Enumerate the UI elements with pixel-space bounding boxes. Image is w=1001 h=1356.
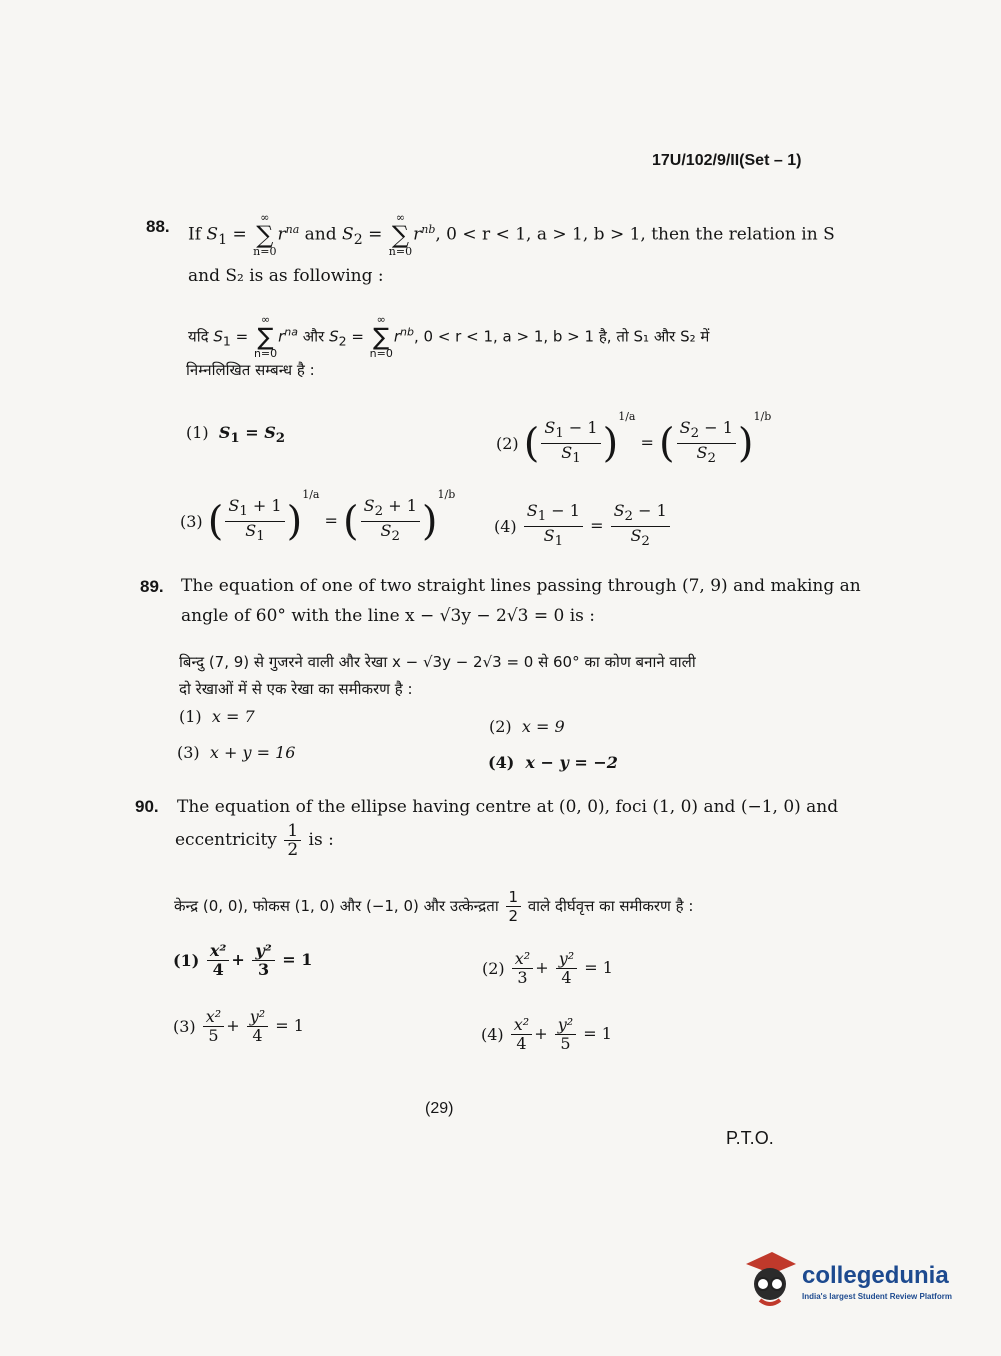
q90-english-line1: The equation of the ellipse having centre at (0, 0), foci (1, 0) and (−1, 0) and xyxy=(177,797,839,817)
q89-option-1[interactable]: (1) x = 7 xyxy=(179,707,255,726)
q88-hi-and: और xyxy=(302,327,325,346)
q89-option-2[interactable]: (2) x = 9 xyxy=(489,717,565,736)
q89-number: 89. xyxy=(140,577,164,596)
q88-english-line2: and S₂ is as following : xyxy=(188,266,384,286)
q88-and: and xyxy=(304,224,337,245)
q89-option-4[interactable]: (4) x − y = −2 xyxy=(488,753,618,772)
q88-option-2[interactable]: (2) ( $\frac{S_1 - 1}{S_1}$ )$^{1/a}$ = ( $\frac{S_2 - 1}{S_2}$ )$^{1/b}$ xyxy=(496,410,772,467)
q88-option-4[interactable]: (4) $\frac{S_1 - 1}{S_1}$ = $\frac{S_2 - 1}{S_2}$ xyxy=(494,502,672,551)
sum-symbol: ∞ ∑ n=0 xyxy=(253,211,277,258)
q90-hindi-line1: केन्द्र (0, 0), फोकस (1, 0) और (−1, 0) और उत्केन्द्रता $\frac{1}{2}$ वाले दीर्घवृत्त का समीकरण है : xyxy=(174,888,694,925)
sum-symbol: ∞ ∑ n=0 xyxy=(388,211,413,258)
q88-option-3[interactable]: (3) ( $\frac{S_1 + 1}{S_1}$ )$^{1/a}$ = ( $\frac{S_2 + 1}{S_2}$ )$^{1/b}$ xyxy=(180,488,456,545)
sum-symbol: ∞ ∑ n=0 xyxy=(369,313,393,360)
q90-option-1[interactable]: (1) $\frac{\text{x²}}{4}$ + $\frac{\text{y²}}{3}$ = 1 xyxy=(173,941,313,979)
brand-name: collegedunia xyxy=(802,1261,949,1289)
q90-option-3[interactable]: (3) $\frac{\text{x²}}{5}$ + $\frac{\text{y²}}{4}$ = 1 xyxy=(173,1007,304,1045)
q88-english-line1: If $S_1$ = ∞ ∑ n=0 $r^{na}$ and $S_2$ = ∞ ∑ n=0 $r^{nb}$, 0 < r < 1, a > 1, b > 1, then the relation in S xyxy=(188,211,835,258)
brand-tagline: India's largest Student Review Platform xyxy=(802,1291,952,1301)
q90-english-line2: eccentricity $\frac{1}{2}$ is : xyxy=(175,821,334,860)
q88-number: 88. xyxy=(146,217,170,236)
q90-option-2[interactable]: (2) $\frac{\text{x²}}{3}$ + $\frac{\text{y²}}{4}$ = 1 xyxy=(482,949,613,987)
q89-hindi-line2: दो रेखाओं में से एक रेखा का समीकरण है : xyxy=(179,680,413,698)
q90-option-4[interactable]: (4) $\frac{\text{x²}}{4}$ + $\frac{\text{y²}}{5}$ = 1 xyxy=(481,1015,612,1053)
paper-code: 17U/102/9/II(Set – 1) xyxy=(652,152,802,169)
q88-condition: , 0 < r < 1, a > 1, b > 1, then the relation in S xyxy=(435,224,835,245)
collegedunia-logo xyxy=(742,1250,952,1312)
q88-if: If xyxy=(188,224,202,245)
q89-hindi-line1: बिन्दु (7, 9) से गुजरने वाली और रेखा x − √3y − 2√3 = 0 से 60° का कोण बनाने वाली xyxy=(179,653,696,671)
q88-hi-condition: , 0 < r < 1, a > 1, b > 1 है, तो S₁ और S₂ में xyxy=(413,327,710,346)
mascot-icon xyxy=(742,1250,798,1312)
q90-number: 90. xyxy=(135,797,159,816)
q89-english-line2: angle of 60° with the line x − √3y − 2√3 = 0 is : xyxy=(181,606,596,626)
q89-option-3[interactable]: (3) x + y = 16 xyxy=(177,743,296,762)
q88-hindi-line2: निम्नलिखित सम्बन्ध है : xyxy=(186,361,315,379)
q88-option-1[interactable]: (1) $S_1 = S_2$ xyxy=(186,423,286,447)
q89-english-line1: The equation of one of two straight lines passing through (7, 9) and making an xyxy=(181,576,861,596)
pto-label: P.T.O. xyxy=(726,1128,774,1148)
q88-hindi-line1: यदि $S_1$ = ∞ ∑ n=0 $r^{na}$ और $S_2$ = ∞ ∑ n=0 $r^{nb}$, 0 < r < 1, a > 1, b > 1 है, तो S₁ और S₂ में xyxy=(188,313,710,360)
q88-hi-if: यदि xyxy=(188,327,209,346)
page-number: (29) xyxy=(425,1100,454,1117)
sum-symbol: ∞ ∑ n=0 xyxy=(253,313,278,360)
